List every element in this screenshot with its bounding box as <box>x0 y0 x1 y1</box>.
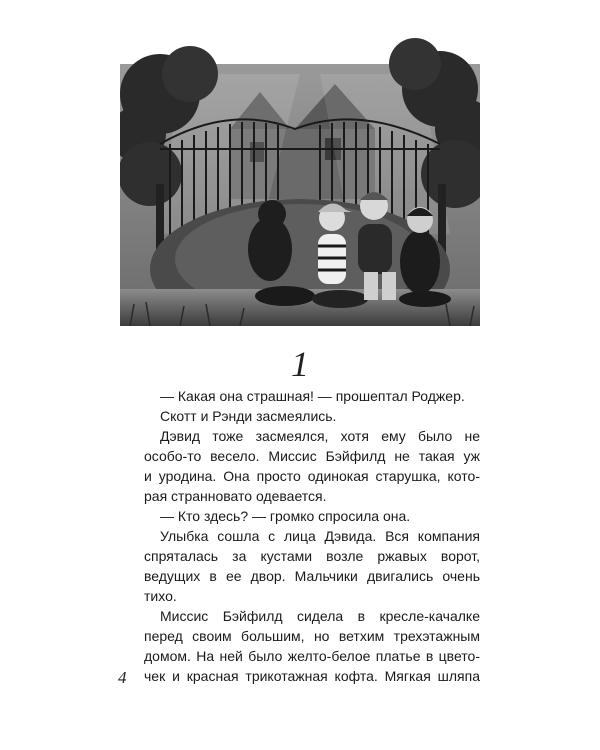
text-line: Миссис Бэйфилд сидела в кресле-качалке <box>160 608 480 624</box>
text-line: — Какая она страшная! — прошептал Роджер. <box>160 388 465 404</box>
text-line: спряталась за кустами возле ржавых ворот, <box>144 548 480 564</box>
text-line: особо-то весело. Миссис Бэйфилд не такая уж <box>144 448 480 464</box>
text-line: перед своим большим, но ветхим трехэтажным <box>144 628 480 644</box>
chapter-number: 1 <box>291 344 309 384</box>
text-line: тихо. <box>144 588 177 604</box>
text-line: чек и красная трикотажная кофта. Мягкая шляпа <box>144 668 480 684</box>
text-line: рая странновато одевается. <box>144 488 327 504</box>
illustration-boys-hiding-behind-gate <box>120 34 480 326</box>
text-line: и уродина. Она просто одинокая старушка, кото- <box>144 468 480 484</box>
text-line: Дэвид тоже засмеялся, хотя ему было не <box>160 428 480 444</box>
text-line: Улыбка сошла с лица Дэвида. Вся компания <box>160 528 480 544</box>
chapter-body-text <box>144 386 480 686</box>
text-line: домом. На ней было желто-белое платье в цвето- <box>144 648 480 664</box>
text-line: Скотт и Рэнди засмеялись. <box>160 408 337 424</box>
chapter-illustration <box>120 34 480 326</box>
text-line: — Кто здесь? — громко спросила она. <box>160 508 411 524</box>
page-number: 4 <box>118 668 127 687</box>
text-line: ведущих в ее двор. Мальчики двигались очень <box>144 568 480 584</box>
